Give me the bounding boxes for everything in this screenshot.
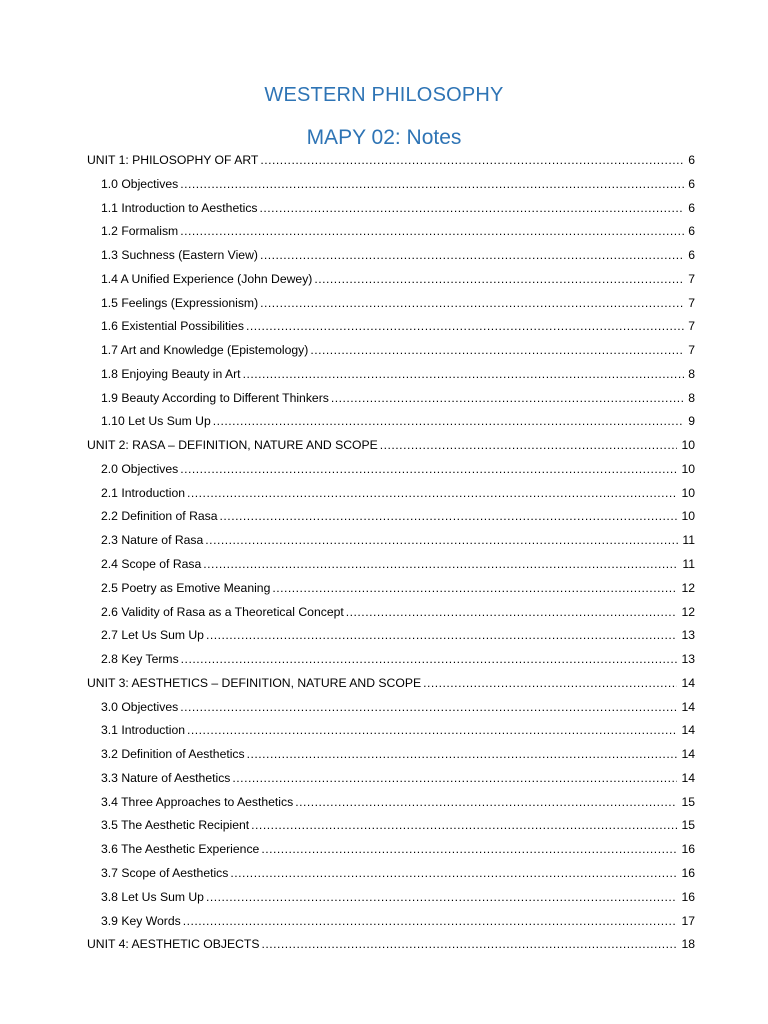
toc-entry-label: 3.0 Objectives (101, 699, 179, 714)
toc-entry-label: 2.3 Nature of Rasa (101, 533, 204, 548)
toc-section-entry[interactable] (87, 557, 695, 581)
toc-section-entry[interactable] (87, 866, 695, 890)
toc-section-entry[interactable] (87, 224, 695, 248)
toc-page-number: 6 (688, 153, 695, 167)
toc-entry-label: 2.7 Let Us Sum Up (101, 628, 204, 643)
toc-page-number: 8 (688, 390, 695, 405)
toc-dot-leader (183, 914, 678, 928)
toc-unit-entry[interactable] (87, 438, 695, 462)
toc-section-entry[interactable] (87, 914, 695, 938)
toc-page-number: 7 (688, 319, 695, 334)
toc-entry-label: 2.6 Validity of Rasa as a Theoretical Concept (101, 604, 344, 619)
toc-dot-leader (423, 676, 677, 690)
toc-page-number: 6 (688, 176, 695, 191)
toc-section-entry[interactable] (87, 842, 695, 866)
toc-dot-leader (346, 605, 678, 619)
toc-dot-leader (251, 818, 677, 832)
toc-section-entry[interactable] (87, 890, 695, 914)
toc-section-entry[interactable] (87, 581, 695, 605)
toc-page-number: 13 (681, 628, 695, 643)
toc-dot-leader (314, 272, 684, 286)
toc-entry-label: 1.7 Art and Knowledge (Epistemology) (101, 343, 309, 358)
toc-section-entry[interactable] (87, 391, 695, 415)
toc-entry-label: 3.3 Nature of Aesthetics (101, 770, 231, 785)
toc-dot-leader (232, 771, 677, 785)
toc-page-number: 12 (681, 604, 695, 619)
toc-dot-leader (203, 557, 678, 571)
toc-section-entry[interactable] (87, 201, 695, 225)
toc-page-number: 11 (682, 557, 695, 572)
toc-dot-leader (230, 866, 677, 880)
toc-page-number: 14 (681, 675, 695, 690)
toc-page-number: 7 (688, 295, 695, 310)
toc-section-entry[interactable] (87, 652, 695, 676)
toc-dot-leader (180, 462, 677, 476)
toc-dot-leader (220, 509, 678, 523)
toc-section-entry[interactable] (87, 296, 695, 320)
table-of-contents (87, 153, 695, 961)
toc-page-number: 12 (681, 580, 695, 595)
toc-page-number: 10 (681, 438, 695, 453)
toc-dot-leader (260, 201, 685, 215)
toc-entry-label: 1.6 Existential Possibilities (101, 319, 244, 334)
toc-page-number: 6 (688, 248, 695, 263)
toc-dot-leader (310, 343, 684, 357)
toc-entry-label: UNIT 1: PHILOSOPHY OF ART (87, 153, 259, 167)
toc-section-entry[interactable] (87, 367, 695, 391)
toc-unit-entry[interactable] (87, 153, 695, 177)
toc-dot-leader (181, 652, 678, 666)
toc-section-entry[interactable] (87, 818, 695, 842)
toc-section-entry[interactable] (87, 533, 695, 557)
toc-section-entry[interactable] (87, 771, 695, 795)
toc-entry-label: 3.1 Introduction (101, 723, 186, 738)
document-title: WESTERN PHILOSOPHY (264, 84, 504, 106)
toc-page-number: 16 (681, 865, 695, 880)
toc-dot-leader (206, 890, 677, 904)
toc-section-entry[interactable] (87, 462, 695, 486)
toc-section-entry[interactable] (87, 248, 695, 272)
toc-page-number: 14 (681, 770, 695, 785)
toc-dot-leader (187, 723, 677, 737)
toc-section-entry[interactable] (87, 747, 695, 771)
document-subtitle: MAPY 02: Notes (306, 126, 462, 149)
toc-entry-label: 2.4 Scope of Rasa (101, 557, 202, 572)
toc-dot-leader (205, 533, 678, 547)
toc-section-entry[interactable] (87, 628, 695, 652)
toc-entry-label: 1.5 Feelings (Expressionism) (101, 295, 259, 310)
toc-dot-leader (213, 414, 684, 428)
toc-entry-label: 2.0 Objectives (101, 461, 179, 476)
toc-dot-leader (380, 438, 678, 452)
toc-section-entry[interactable] (87, 343, 695, 367)
toc-dot-leader (180, 177, 684, 191)
toc-page-number: 10 (681, 509, 695, 524)
toc-page-number: 14 (681, 723, 695, 738)
toc-entry-label: UNIT 4: AESTHETIC OBJECTS (87, 937, 260, 952)
toc-dot-leader (206, 628, 677, 642)
toc-entry-label: 2.1 Introduction (101, 485, 186, 500)
toc-entry-label: 1.8 Enjoying Beauty in Art (101, 366, 241, 381)
toc-page-number: 16 (681, 842, 695, 857)
toc-dot-leader (243, 367, 685, 381)
toc-section-entry[interactable] (87, 319, 695, 343)
toc-dot-leader (180, 224, 684, 238)
toc-entry-label: 3.7 Scope of Aesthetics (101, 865, 229, 880)
toc-page-number: 17 (681, 913, 695, 928)
toc-dot-leader (261, 937, 677, 951)
toc-entry-label: 3.4 Three Approaches to Aesthetics (101, 794, 294, 809)
toc-dot-leader (247, 747, 678, 761)
toc-page-number: 15 (681, 794, 695, 809)
toc-dot-leader (260, 248, 684, 262)
toc-page-number: 10 (681, 461, 695, 476)
toc-section-entry[interactable] (87, 509, 695, 533)
toc-section-entry[interactable] (87, 795, 695, 819)
toc-unit-entry[interactable] (87, 676, 695, 700)
toc-entry-label: 3.2 Definition of Aesthetics (101, 747, 245, 762)
toc-entry-label: 1.1 Introduction to Aesthetics (101, 200, 258, 215)
toc-section-entry[interactable] (87, 272, 695, 296)
toc-dot-leader (260, 296, 684, 310)
toc-page-number: 6 (688, 224, 695, 239)
toc-page-number: 10 (681, 485, 695, 500)
toc-section-entry[interactable] (87, 700, 695, 724)
toc-page-number: 15 (681, 818, 695, 833)
toc-page-number: 18 (681, 937, 695, 952)
toc-page-number: 8 (688, 366, 695, 381)
toc-dot-leader (187, 486, 677, 500)
toc-page-number: 14 (681, 699, 695, 714)
toc-entry-label: UNIT 2: RASA – DEFINITION, NATURE AND SCOPE (87, 438, 378, 453)
toc-entry-label: 2.2 Definition of Rasa (101, 509, 218, 524)
toc-dot-leader (261, 842, 677, 856)
toc-section-entry[interactable] (87, 723, 695, 747)
toc-page-number: 14 (681, 747, 695, 762)
toc-entry-label: 1.3 Suchness (Eastern View) (101, 248, 258, 263)
toc-entry-label: 3.8 Let Us Sum Up (101, 889, 204, 904)
toc-entry-label: 1.9 Beauty According to Different Thinkers (101, 390, 329, 405)
toc-page-number: 7 (688, 343, 695, 358)
toc-entry-label: 1.2 Formalism (101, 224, 179, 239)
toc-entry-label: 3.5 The Aesthetic Recipient (101, 818, 250, 833)
toc-entry-label: 3.9 Key Words (101, 913, 181, 928)
toc-page-number: 7 (688, 271, 695, 286)
toc-page-number: 9 (688, 414, 695, 429)
toc-unit-entry[interactable] (87, 937, 695, 961)
toc-page-number: 6 (688, 200, 695, 215)
toc-entry-label: 2.5 Poetry as Emotive Meaning (101, 580, 271, 595)
toc-entry-label: 1.4 A Unified Experience (John Dewey) (101, 271, 313, 286)
toc-section-entry[interactable] (87, 486, 695, 510)
toc-dot-leader (295, 795, 677, 809)
toc-entry-label: 3.6 The Aesthetic Experience (101, 842, 260, 857)
toc-page-number: 11 (682, 533, 695, 548)
toc-entry-label: UNIT 3: AESTHETICS – DEFINITION, NATURE AND SCOPE (87, 675, 422, 690)
toc-dot-leader (180, 700, 677, 714)
toc-page-number: 13 (681, 652, 695, 667)
toc-dot-leader (246, 319, 684, 333)
toc-dot-leader (331, 391, 684, 405)
toc-section-entry[interactable] (87, 605, 695, 629)
toc-entry-label: 2.8 Key Terms (101, 652, 179, 667)
toc-dot-leader (272, 581, 677, 595)
toc-section-entry[interactable] (87, 414, 695, 438)
toc-page-number: 16 (681, 889, 695, 904)
toc-entry-label: 1.10 Let Us Sum Up (101, 414, 211, 429)
toc-section-entry[interactable] (87, 177, 695, 201)
toc-dot-leader (260, 153, 684, 167)
toc-entry-label: 1.0 Objectives (101, 176, 179, 191)
